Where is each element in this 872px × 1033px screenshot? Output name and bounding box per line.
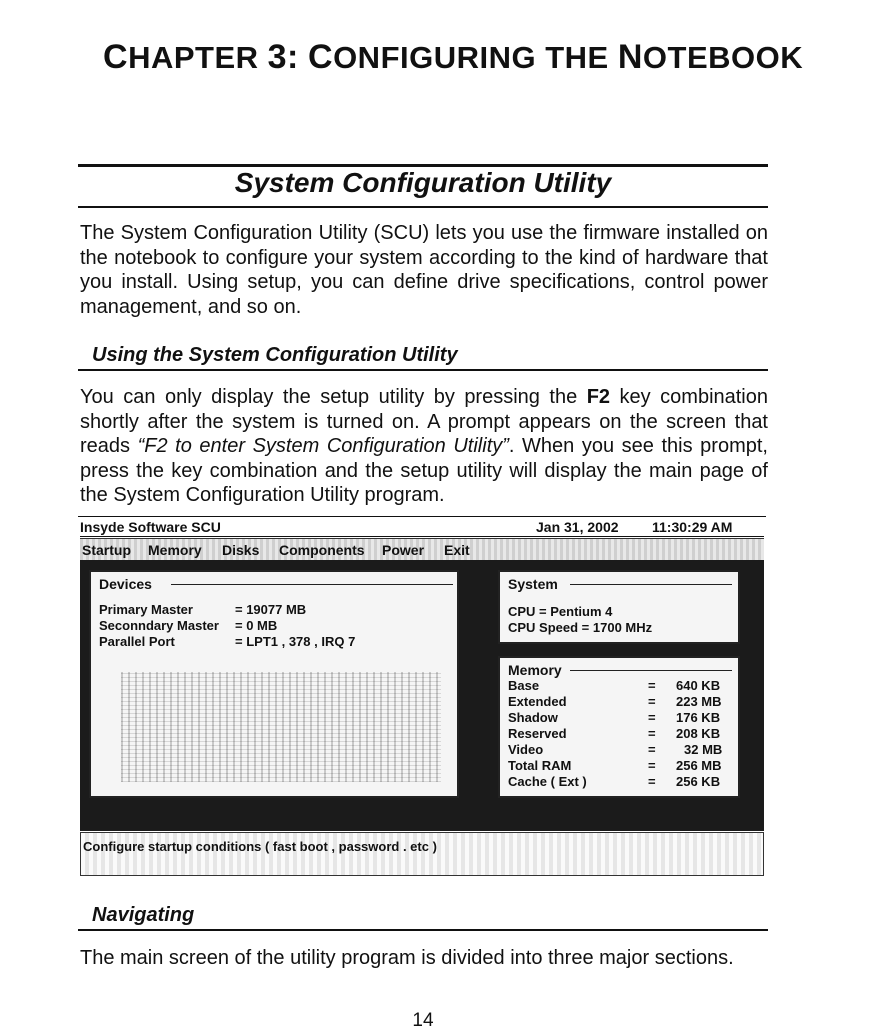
- scu-menu-bar: [80, 538, 764, 561]
- memory-eq-cache: =: [648, 774, 656, 789]
- page-number: 14: [412, 1010, 434, 1031]
- navigating-rule: [78, 929, 768, 931]
- system-panel: [498, 570, 740, 644]
- memory-label-cache: Cache ( Ext ): [508, 774, 587, 789]
- memory-panel: [498, 656, 740, 798]
- memory-value-reserved: 208 KB: [676, 726, 721, 741]
- devices-legend: Devices: [99, 576, 152, 592]
- intro-paragraph: The System Configuration Utility (SCU) lets you use the firmware installed on the notebook to configure your system according to the kind of hardware that you install. Using setup, you can define drive specifications, control power management, and so on.: [80, 222, 768, 318]
- memory-legend: Memory: [508, 662, 562, 678]
- cpu-speed: CPU Speed = 1700 MHz: [508, 620, 653, 635]
- memory-label-extended: Extended: [508, 694, 567, 709]
- memory-eq-total: =: [648, 758, 656, 773]
- memory-label-total: Total RAM: [508, 758, 572, 773]
- scu-vendor: Insyde Software SCU: [80, 519, 221, 535]
- memory-value-base: 640 KB: [676, 678, 721, 693]
- navigating-title: Navigating: [92, 904, 195, 926]
- scu-title-underline: [80, 536, 764, 537]
- using-paragraph: You can only display the setup utility by pressing the F2 key combination shortly after the system is turned on. A prompt appears on the screen that reads “F2 to enter System Configuration Utility”. When you see this prompt, press the key combination and the setup utility will display the main page of the System Configuration Utility program.: [80, 386, 768, 506]
- memory-eq-base: =: [648, 678, 656, 693]
- scu-main-area: [80, 560, 764, 831]
- using-rule: [78, 369, 768, 371]
- memory-value-video: 32 MB: [684, 742, 723, 757]
- system-legend: System: [508, 576, 558, 592]
- device-label-primary: Primary Master: [99, 602, 193, 617]
- memory-value-shadow: 176 KB: [676, 710, 721, 725]
- chapter-heading: CHAPTER 3: CONFIGURING THE NOTEBOOK: [103, 38, 804, 76]
- devices-panel: [89, 570, 459, 798]
- scu-status-bar: [80, 832, 764, 876]
- memory-label-base: Base: [508, 678, 540, 693]
- scu-time: 11:30:29 AM: [652, 519, 733, 535]
- device-value-primary: = 19077 MB: [235, 602, 307, 617]
- menu-memory[interactable]: Memory: [148, 542, 202, 558]
- memory-legend-line: [570, 670, 732, 671]
- memory-label-reserved: Reserved: [508, 726, 567, 741]
- menu-exit[interactable]: Exit: [444, 542, 470, 558]
- memory-label-shadow: Shadow: [508, 710, 558, 725]
- memory-eq-extended: =: [648, 694, 656, 709]
- using-subsection-title: Using the System Configuration Utility: [92, 344, 458, 366]
- memory-value-cache: 256 KB: [676, 774, 721, 789]
- devices-legend-line: [171, 584, 453, 585]
- memory-eq-shadow: =: [648, 710, 656, 725]
- memory-value-extended: 223 MB: [676, 694, 722, 709]
- scu-date: Jan 31, 2002: [536, 519, 619, 535]
- cpu-type: CPU = Pentium 4: [508, 604, 613, 619]
- memory-label-video: Video: [508, 742, 544, 757]
- scu-status-text: Configure startup conditions ( fast boot , password . etc ): [83, 839, 437, 854]
- scu-title-bar: [80, 517, 764, 537]
- device-value-parallel: = LPT1 , 378 , IRQ 7: [235, 634, 356, 649]
- menu-components[interactable]: Components: [279, 542, 365, 558]
- menu-disks[interactable]: Disks: [222, 542, 260, 558]
- device-value-secondary: = 0 MB: [235, 618, 278, 633]
- navigating-paragraph: The main screen of the utility program is divided into three major sections.: [80, 947, 734, 969]
- f2-key: F2: [586, 386, 611, 408]
- memory-value-total: 256 MB: [676, 758, 722, 773]
- prompt-text: “F2 to enter System Configuration Utility”: [137, 435, 509, 457]
- menu-power[interactable]: Power: [382, 542, 425, 558]
- memory-eq-reserved: =: [648, 726, 656, 741]
- section-title: System Configuration Utility: [234, 167, 612, 198]
- memory-eq-video: =: [648, 742, 656, 757]
- device-label-secondary: Seconndary Master: [99, 618, 219, 633]
- system-legend-line: [570, 584, 732, 585]
- device-label-parallel: Parallel Port: [99, 634, 175, 649]
- section-bottom-rule: [78, 206, 768, 208]
- screen-dither-pattern: [121, 672, 441, 782]
- menu-startup[interactable]: Startup: [82, 542, 131, 558]
